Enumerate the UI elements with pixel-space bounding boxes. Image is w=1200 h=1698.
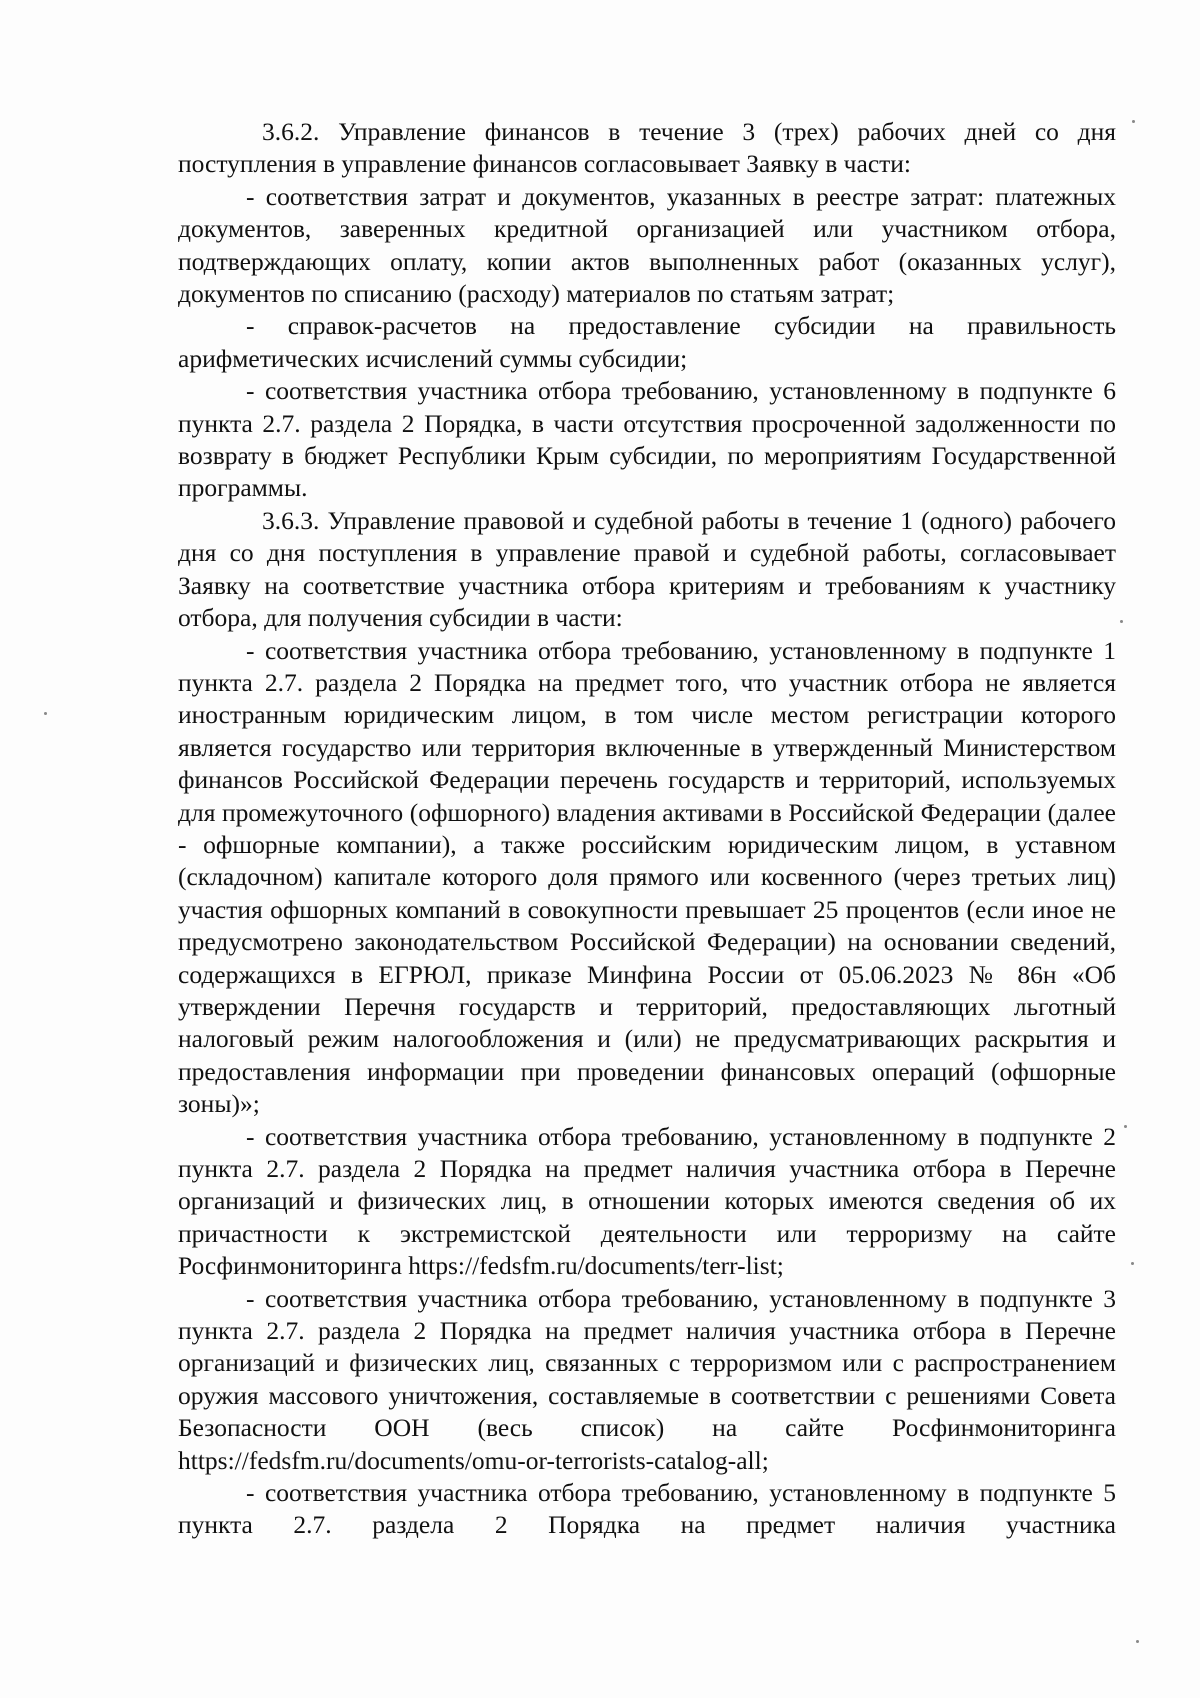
list-item: - соответствия участника отбора требованию, установленному в подпункте 2 пункта 2.7. раздела 2 Порядка на предмет наличия участника отбора в Перечне организаций и физических лиц, в отношении которых имеются сведения об их причастности к экстремистской деятельности или терроризму на сайте Росфинмониторинга https://fedsfm.ru/documents/terr-list;: [178, 1121, 1116, 1281]
scan-speck: [1124, 1125, 1127, 1128]
list-item: - соответствия участника отбора требованию, установленному в подпункте 1 пункта 2.7. раздела 2 Порядка на предмет того, что участник отбора не является иностранным юридическим лицом, в том числе местом регистрации которого является государство или территория включенные в утвержденный Министерством финансов Российской Федерации перечень государств и территорий, используемых для промежуточного (офшорного) владения активами в Российской Федерации (далее - офшорные компании), а также российским юридическим лицом, в уставном (складочном) капитале которого доля прямого или косвенного (через третьих лиц) участия офшорных компаний в совокупности превышает 25 процентов (если иное не предусмотрено законодательством Российской Федерации) на основании сведений, содержащихся в ЕГРЮЛ, приказе Минфина России от 05.06.2023 № 86н «Об утверждении Перечня государств и территорий, предоставляющих льготный налоговый режим налогообложения и (или) не предусматривающих раскрытия и предоставления информации при проведении финансовых операций (офшорные зоны)»;: [178, 635, 1116, 1119]
list-item: - соответствия участника отбора требованию, установленному в подпункте 5 пункта 2.7. раздела 2 Порядка на предмет наличия участника: [178, 1478, 1116, 1540]
list-item: - соответствия участника отбора требованию, установленному в подпункте 3 пункта 2.7. раздела 2 Порядка на предмет наличия участника отбора в Перечне организаций и физических лиц, связанных с терроризмом или с распространением оружия массового уничтожения, составляемые в соответствии с решениями Совета Безопасности ООН (весь список) на сайте Росфинмониторинга https://fedsfm.ru/documents/omu-or-terrorists-catalog-all;: [178, 1283, 1116, 1475]
scan-speck: [1131, 1262, 1134, 1265]
scan-speck: [44, 712, 47, 715]
paragraph-3-6-3: 3.6.3. Управление правовой и судебной работы в течение 1 (одного) рабочего дня со дня поступления в управление правой и судебной работы, согласовывает Заявку на соответствие участника отбора критериям и требованиям к участнику отбора, для получения субсидии в части:: [178, 505, 1116, 633]
scan-speck: [1132, 120, 1135, 123]
paragraph-3-6-2: 3.6.2. Управление финансов в течение 3 (трех) рабочих дней со дня поступления в управление финансов согласовывает Заявку в части:: [178, 117, 1116, 179]
list-item: - соответствия участника отбора требованию, установленному в подпункте 6 пункта 2.7. раздела 2 Порядка, в части отсутствия просроченной задолженности по возврату в бюджет Республики Крым субсидии, по мероприятиям Государственной программы.: [178, 376, 1116, 503]
scan-speck: [1120, 620, 1123, 623]
scan-speck: [1136, 1640, 1139, 1643]
list-item: - справок-расчетов на предоставление субсидии на правильность арифметических исчислений суммы субсидии;: [178, 311, 1116, 373]
document-body: [178, 116, 1116, 1542]
list-item: - соответствия затрат и документов, указанных в реестре затрат: платежных документов, заверенных кредитной организацией или участником отбора, подтверждающих оплату, копии актов выполненных работ (оказанных услуг), документов по списанию (расходу) материалов по статьям затрат;: [178, 181, 1116, 309]
